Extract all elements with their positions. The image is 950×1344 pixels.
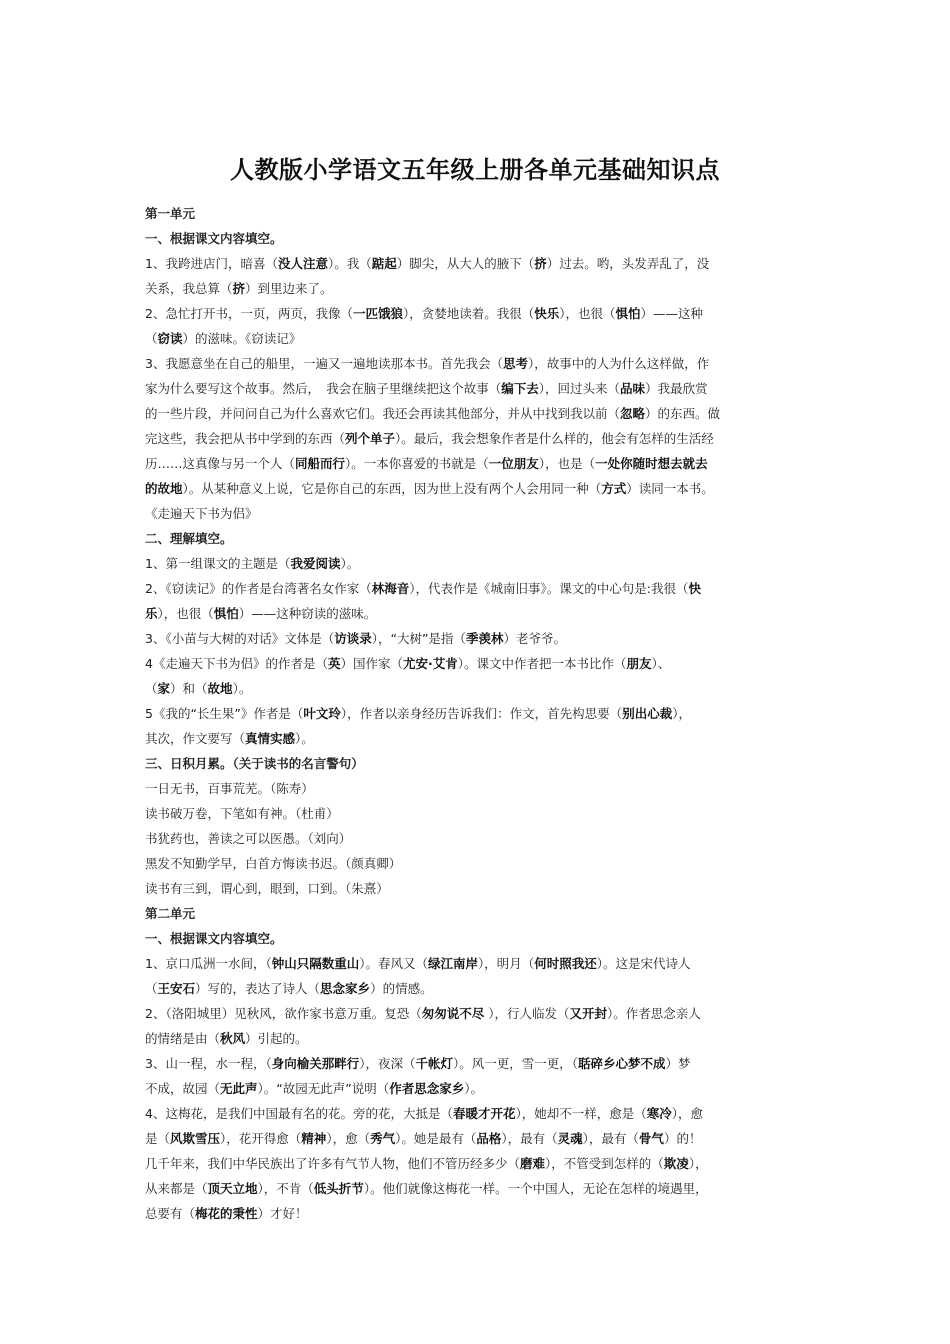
text-segment: ）的东西。做 [645,406,721,421]
answer-text: 王安石 [157,981,196,996]
text-segment: 其次，作文要写（ [145,731,246,746]
text-segment: 的一些片段，并问问自己为什么喜欢它们。我还会再读其他部分，并从中找到我以前（ [145,406,621,421]
text-line [145,451,810,476]
text-segment: ），不管受到怎样的（ [545,1156,664,1171]
text-segment: 1、第一组课文的主题是（ [145,556,291,571]
text-segment: 5《我的“长生果”》作者是（ [145,706,304,721]
text-segment: 从来都是（ [145,1181,208,1196]
answer-text: 列个单子 [345,431,396,446]
text-segment: ），花开得愈（ [220,1131,302,1146]
answer-text: 挤 [232,281,246,296]
text-segment: 第一单元 [145,206,196,221]
text-segment: ），贪婪地读着。我很（ [402,306,535,321]
text-line [145,601,810,626]
text-line [145,651,810,676]
text-segment: 1、我跨进店门，暗喜（ [145,256,278,271]
answer-text: 千帐灯 [415,1056,454,1071]
text-segment: ）， [688,1156,708,1171]
answer-text: 惧怕 [615,306,641,321]
text-segment: ），也很（ [559,306,616,321]
answer-text: 朋友 [626,656,652,671]
answer-text: 寒冷 [646,1106,672,1121]
text-segment: ），“大树”是指（ [371,631,466,646]
text-line [145,626,810,651]
answer-text: 秋风 [220,1031,246,1046]
answer-text: 乐 [145,606,158,621]
text-segment: ）写的，表达了诗人（ [195,981,321,996]
text-line [145,1051,810,1076]
text-segment: 是（ [145,1131,171,1146]
text-segment: ）。最后，我会想象作者是什么样的，他会有怎样的生活经 [395,431,714,446]
answer-text: 一位朋友 [488,456,539,471]
answer-text: 快乐 [534,306,560,321]
text-line [145,1076,810,1101]
text-line [145,401,810,426]
answer-text: 方式 [601,481,627,496]
answer-text: 匆匆说不尽 [421,1006,485,1021]
text-segment: 的情绪是由（ [145,1031,221,1046]
answer-text: 没人注意 [277,256,328,271]
text-segment: 3、山一程，水一程，（ [145,1056,272,1071]
text-segment: ），作者以亲身经历告诉我们：作文，首先构思要（ [340,706,623,721]
page-title: 人教版小学语文五年级上册各单元基础知识点 [230,156,720,184]
answer-text: 英 [327,656,341,671]
answer-text: 季羡林 [465,631,504,646]
text-segment: ）我最欣赏 [645,381,708,396]
answer-text: 尤安·艾肯 [403,656,458,671]
text-segment: ），她却不一样，愈是（ [515,1106,647,1121]
text-line [145,726,810,751]
text-line [145,1151,810,1176]
text-line [145,776,810,801]
answer-text: 我爱阅读 [290,556,341,571]
text-segment: ）引起的。 [245,1031,308,1046]
text-segment: ）。从某种意义上说，它是你自己的东西，因为世上没有两个人会用同一种（ [182,481,602,496]
section-heading [145,751,810,776]
answer-text: 品格 [476,1131,502,1146]
answer-text: 秀气 [370,1131,396,1146]
text-line [145,951,810,976]
text-segment: ）。课文中作者把一本书比作（ [457,656,627,671]
answer-text: 精神 [301,1131,327,1146]
answer-text: 灵魂 [557,1131,583,1146]
text-segment: ），也是（ [538,456,596,471]
text-line [145,801,810,826]
text-segment: 读书有三到，谓心到，眼到，口到。（朱熹） [145,881,389,896]
text-line [145,251,810,276]
answer-text: 顶天立地 [207,1181,258,1196]
answer-text: 无此声 [220,1081,258,1096]
text-segment: ）。春风又（ [359,956,428,971]
text-line [145,701,810,726]
text-segment: ）才好！ [257,1206,308,1221]
text-segment: 书犹药也，善读之可以医愚。（刘向） [145,831,352,846]
text-line [145,676,810,701]
text-segment: ）脚尖，从大人的腋下（ [396,256,535,271]
answer-text: 的故地 [145,481,183,496]
text-segment: ）国作家（ [340,656,403,671]
text-segment: ）。这是宋代诗人 [596,956,691,971]
text-segment: 二、理解填空。 [145,531,233,546]
text-line [145,551,810,576]
text-segment: ）。“故园无此声”说明（ [257,1081,390,1096]
text-segment: 《走遍天下书为侣》 [145,506,258,521]
text-segment: ）。一本你喜爱的书就是（ [345,456,489,471]
answer-text: 同船而行 [295,456,346,471]
text-segment: ）的滋味。《窃读记》 [182,331,302,346]
answer-text: 快 [688,581,701,596]
text-segment: ）——这种窃读的滋味。 [238,606,377,621]
text-segment: 三、日积月累。（关于读书的名言警句） [145,756,364,771]
text-line [145,1201,810,1226]
document-body [145,201,810,1226]
text-segment: ），最有（ [501,1131,558,1146]
text-segment: 总要有（ [145,1206,196,1221]
answer-text: 骨气 [638,1131,664,1146]
text-segment: ）读同一本书。 [626,481,714,496]
text-segment: ）。 [232,681,252,696]
answer-text: 何时照我还 [534,956,597,971]
answer-text: 又开封 [569,1006,607,1021]
text-line [145,476,810,501]
answer-text: 风欺雪压 [170,1131,221,1146]
answer-text: 挤 [534,256,547,271]
text-segment: 2、（洛阳城里）见秋风，欲作家书意万重。复恐（ [145,1006,422,1021]
text-segment: ），代表作是《城南旧事》。课文的中心句是:我很（ [409,581,689,596]
text-line [145,351,810,376]
text-segment: 关系，我总算（ [145,281,233,296]
text-line [145,301,810,326]
text-line [145,851,810,876]
answer-text: 编下去 [501,381,539,396]
text-segment: ），回过头来（ [538,381,621,396]
text-segment: ），也很（ [157,606,214,621]
answer-text: 惧怕 [213,606,239,621]
answer-text: 钟山只隔数重山 [271,956,360,971]
text-segment: ）。 [464,1081,484,1096]
text-segment: 3、我愿意坐在自己的船里，一遍又一遍地读那本书。首先我会（ [145,356,503,371]
answer-text: 一匹饿狼 [352,306,403,321]
text-segment: ），不肯（ [257,1181,314,1196]
text-segment: ）。我（ [327,256,372,271]
section-heading [145,926,810,951]
answer-text: 访谈录 [334,631,372,646]
text-segment: 不成，故园（ [145,1081,221,1096]
answer-text: 林海音 [371,581,410,596]
text-segment: 完这些，我会把从书中学到的东西（ [145,431,346,446]
text-segment: ），行人临发（ [484,1006,570,1021]
text-line [145,876,810,901]
text-line [145,1001,810,1026]
text-segment: ）。 [340,556,360,571]
text-segment: （ [145,981,158,996]
answer-text: 家 [157,681,171,696]
text-segment: ）。他们就像这梅花一样。一个中国人，无论在怎样的境遇里， [363,1181,708,1196]
text-segment: 一、根据课文内容填空。 [145,231,283,246]
text-segment: ），明月（ [478,956,535,971]
text-line [145,426,810,451]
text-segment: ），愈 [671,1106,704,1121]
answer-text: 叶文玲 [303,706,341,721]
text-segment: ）梦 [665,1056,691,1071]
answer-text: 思考 [502,356,528,371]
answer-text: 忽略 [620,406,646,421]
answer-text: 一处你随时想去就去 [595,456,708,471]
answer-text: 欺凌 [663,1156,689,1171]
text-segment: ）的情感。 [370,981,433,996]
text-segment: ）的！ [663,1131,702,1146]
text-segment: （ [145,681,158,696]
text-segment: ）过去。哟，头发弄乱了，没 [546,256,710,271]
answer-text: 绿江南岸 [428,956,479,971]
text-segment: 读书破万卷，下笔如有神。（杜甫） [145,806,339,821]
answer-text: 故地 [207,681,233,696]
text-segment: 3、《小苗与大树的对话》文体是（ [145,631,335,646]
text-segment: 2、《窃读记》的作者是台湾著名女作家（ [145,581,372,596]
section-heading [145,201,810,226]
text-segment: 黑发不知勤学早，白首方悔读书迟。（颜真卿） [145,856,402,871]
text-line [145,1126,810,1151]
answer-text: 窃读 [157,331,183,346]
answer-text: 踮起 [371,256,397,271]
text-segment: ），故事中的人为什么这样做，作 [527,356,710,371]
section-heading [145,526,810,551]
text-segment: 一、根据课文内容填空。 [145,931,283,946]
text-segment: ）。 [295,731,314,746]
text-segment: 2、急忙打开书，一页，两页，我像（ [145,306,353,321]
answer-text: 梅花的秉性 [195,1206,258,1221]
text-segment: ），愈（ [326,1131,371,1146]
answer-text: 作者思念家乡 [389,1081,465,1096]
text-segment: ）。她是最有（ [395,1131,477,1146]
text-segment: ）和（ [170,681,208,696]
text-segment: ）。风一更，雪一更，（ [453,1056,579,1071]
text-segment: 4、这梅花，是我们中国最有名的花。旁的花，大抵是（ [145,1106,453,1121]
section-heading [145,901,810,926]
text-line [145,576,810,601]
text-line [145,826,810,851]
text-segment: ）老爷爷。 [503,631,566,646]
text-segment: 第二单元 [145,906,196,921]
text-segment: 1、京口瓜洲一水间，（ [145,956,272,971]
answer-text: 思念家乡 [320,981,371,996]
text-line [145,376,810,401]
text-segment: （ [145,331,158,346]
text-segment: ）， [672,706,691,721]
text-segment: 历……这真像与另一个人（ [145,456,296,471]
text-segment: 几千年来，我们中华民族出了许多有气节人物，他们不管历经多少（ [145,1156,521,1171]
text-segment: 4《走遍天下书为侣》的作者是（ [145,656,328,671]
text-line [145,1176,810,1201]
text-segment: ）——这种 [640,306,704,321]
text-segment: 家为什么要写这个故事。然后， 我会在脑子里继续把这个故事（ [145,381,502,396]
answer-text: 真情实感 [245,731,296,746]
text-line [145,1026,810,1051]
answer-text: 别出心裁 [622,706,673,721]
text-line [145,501,810,526]
text-segment: ）、 [651,656,671,671]
text-segment: ），夜深（ [359,1056,416,1071]
text-segment: ），最有（ [582,1131,639,1146]
text-line [145,976,810,1001]
answer-text: 磨难 [520,1156,546,1171]
answer-text: 身向榆关那畔行 [271,1056,360,1071]
answer-text: 春暖才开花 [452,1106,516,1121]
text-line [145,1101,810,1126]
text-segment: ）到里边来了。 [245,281,333,296]
answer-text: 低头折节 [313,1181,364,1196]
answer-text: 品味 [620,381,646,396]
text-segment: 一日无书，百事荒芜。（陈寿） [145,781,314,796]
text-line [145,326,810,351]
answer-text: 聒碎乡心梦不成 [578,1056,666,1071]
text-line [145,276,810,301]
text-segment: ）。作者思念亲人 [606,1006,701,1021]
section-heading [145,226,810,251]
